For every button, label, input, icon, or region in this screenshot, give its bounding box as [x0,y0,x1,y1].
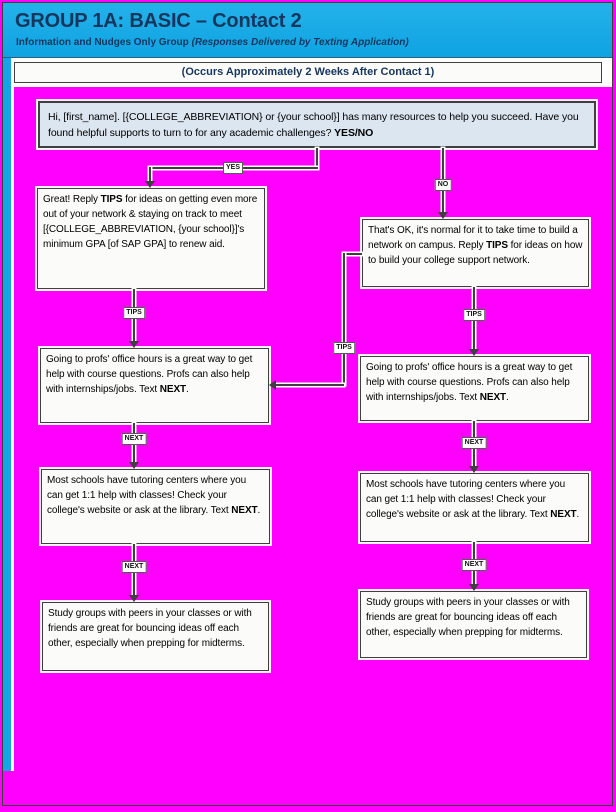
edge-label-tips: TIPS [333,342,355,354]
connector-yes-segment [149,167,151,182]
connector-yes-segment [316,148,318,168]
page-title: GROUP 1A: BASIC – Contact 2 [15,10,302,32]
connector-tips-cross-segment [276,384,344,386]
page-frame [2,2,613,806]
edge-label-tips: TIPS [463,309,485,321]
edge-label-next: NEXT [462,437,487,449]
message-box-yes-response: Great! Reply TIPS for ideas on getting even more out of your network & staying on track to meet [{COLLEGE_ABBREVIATION, {your school}]'s minimum GPA [of SAP GPA] to renew aid. [37,188,265,289]
edge-label-tips: TIPS [123,307,145,319]
message-box-tutoring-right: Most schools have tutoring centers where you can get 1:1 help with classes! Check your college's website or ask at the library. Text NEXT. [360,473,589,542]
arrow-down-icon [129,341,139,348]
edge-label-next: NEXT [122,433,147,445]
message-box-study-groups-right: Study groups with peers in your classes or with friends are great for bouncing ideas off each other, especially when prepping for midterms. [360,591,587,658]
timing-banner: (Occurs Approximately 2 Weeks After Contact 1) [14,62,602,83]
edge-label-next: NEXT [462,559,487,571]
edge-label-next: NEXT [122,561,147,573]
page-left-border [3,58,11,771]
edge-label-no: NO [435,179,452,191]
edge-label-yes: YES [223,162,243,174]
message-box-tutoring-left: Most schools have tutoring centers where you can get 1:1 help with classes! Check your college's website or ask at the library. Text NEXT. [41,469,270,544]
arrow-down-icon [469,466,479,473]
message-box-intro: Hi, [first_name]. [{COLLEGE_ABBREVIATION} or {your school}] has many resources to help you succeed. Have you found helpful supports to turn to for any academic challenges? YES/NO [38,101,596,148]
arrow-down-icon [145,181,155,188]
header-band [3,3,612,58]
arrow-down-icon [438,212,448,219]
message-box-office-hours-left: Going to profs' office hours is a great way to get help with course questions. Profs can also help with internships/jobs. Text NEXT. [40,348,269,423]
message-box-study-groups-left: Study groups with peers in your classes or with friends are great for bouncing ideas off each other, especially when prepping for midterms. [42,602,269,671]
arrow-left-icon [269,380,276,390]
message-box-no-response: That's OK, it's normal for it to take time to build a network on campus. Reply TIPS for ideas on how to build your college support network. [362,219,589,287]
arrow-down-icon [469,584,479,591]
message-box-office-hours-right: Going to profs' office hours is a great way to get help with course questions. Profs can also help with internships/jobs. Text NEXT. [360,356,589,421]
arrow-down-icon [129,462,139,469]
connector-tips-cross-segment [344,253,362,255]
arrow-down-icon [129,595,139,602]
connector-tips-cross-segment [343,253,345,385]
flowchart-panel [14,87,612,805]
page-subtitle: Information and Nudges Only Group (Responses Delivered by Texting Application) [16,37,409,48]
arrow-down-icon [469,349,479,356]
